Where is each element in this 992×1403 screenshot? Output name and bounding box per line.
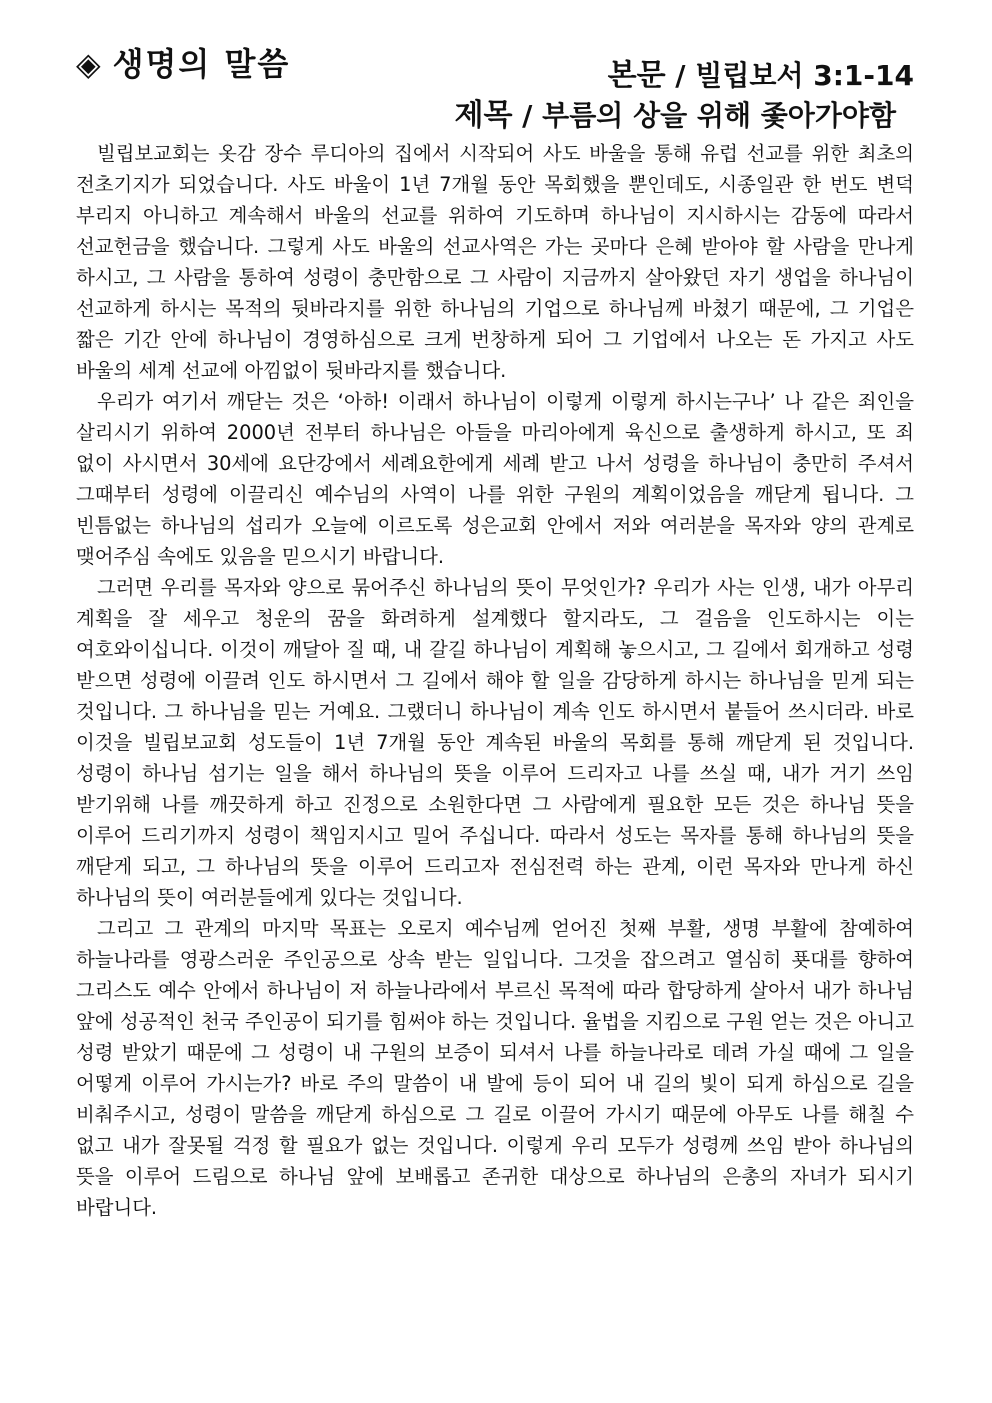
subject-value: 부름의 상을 위해 좇아가야함 bbox=[542, 99, 896, 132]
scripture-separator: / bbox=[665, 59, 696, 92]
sermon-body bbox=[76, 138, 914, 1223]
subject-line bbox=[454, 96, 896, 136]
scripture-reference: 빌립보서 3:1-14 bbox=[695, 59, 914, 92]
paragraph: 빌립보교회는 옷감 장수 루디아의 집에서 시작되어 사도 바울을 통해 유럽 선교를 위한 최초의 전초기지가 되었습니다. 사도 바울이 1년 7개월 동안 목회했을 뿐인데도, 시종일관 한 번도 변덕 부리지 아니하고 계속해서 바울의 선교를 위하여 기도하며 하나님이 지시하시는 감동에 따라서 선교헌금을 했습니다. 그렇게 사도 바울의 선교사역은 가는 곳마다 은혜 받아야 할 사람을 만나게 하시고, 그 사람을 통하여 성령이 충만함으로 그 사람이 지금까지 살아왔던 자기 생업을 하나님이 선교하게 하시는 목적의 뒷바라지를 위한 하나님의 기업으로 하나님께 바쳤기 때문에, 그 기업은 짧은 기간 안에 하나님이 경영하심으로 크게 번창하게 되어 그 기업에서 나오는 돈 가지고 사도 바울의 세계 선교에 아낌없이 뒷바라지를 했습니다. bbox=[76, 142, 914, 382]
sermon-info bbox=[454, 56, 914, 136]
page-title bbox=[76, 42, 290, 86]
paragraph: 그리고 그 관계의 마지막 목표는 오로지 예수님께 얻어진 첫째 부활, 생명 부활에 참예하여 하늘나라를 영광스러운 주인공으로 상속 받는 일입니다. 그것을 잡으려고 열심히 푯대를 향하여 그리스도 예수 안에서 하나님이 저 하늘나라에서 부르신 목적에 따라 합당하게 살아서 내가 하나님 앞에 성공적인 천국 주인공이 되기를 힘써야 하는 것입니다. 율법을 지킴으로 구원 얻는 것은 아니고 성령 받았기 때문에 그 성령이 내 구원의 보증이 되셔서 나를 하늘나라로 데려 가실 때에 그 일을 어떻게 이루어 가시는가? 바로 주의 말씀이 내 발에 등이 되어 내 길의 빛이 되게 하심으로 길을 비춰주시고, 성령이 말씀을 깨닫게 하심으로 그 길로 이끌어 가시기 때문에 아무도 나를 해칠 수 없고 내가 잘못될 걱정 할 필요가 없는 것입니다. 이렇게 우리 모두가 성령께 쓰임 받아 하나님의 뜻을 이루어 드림으로 하나님 앞에 보배롭고 존귀한 대상으로 하나님의 은총의 자녀가 되시기 바랍니다. bbox=[76, 917, 914, 1219]
diamond-icon: ◈ bbox=[76, 45, 103, 83]
scripture-label: 본문 bbox=[607, 58, 666, 93]
subject-label: 제목 bbox=[454, 98, 513, 133]
paragraph: 우리가 여기서 깨닫는 것은 ‘아하! 이래서 하나님이 이렇게 이렇게 하시는구나’ 나 같은 죄인을 살리시기 위하여 2000년 전부터 하나님은 아들을 마리아에게 육신으로 출생하게 하시고, 또 죄 없이 사시면서 30세에 요단강에서 세례요한에게 세례 받고 나서 성령을 하나님이 충만히 주셔서 그때부터 성령에 이끌리신 예수님의 사역이 나를 위한 구원의 계획이었음을 깨닫게 됩니다. 그 빈틈없는 하나님의 섭리가 오늘에 이르도록 성은교회 안에서 저와 여러분을 목자와 양의 관계로 맺어주심 속에도 있음을 믿으시기 바랍니다. bbox=[76, 390, 914, 568]
paragraph: 그러면 우리를 목자와 양으로 묶어주신 하나님의 뜻이 무엇인가? 우리가 사는 인생, 내가 아무리 계획을 잘 세우고 청운의 꿈을 화려하게 설계했다 할지라도, 그 걸음을 인도하시는 이는 여호와이십니다. 이것이 깨달아 질 때, 내 갈길 하나님이 계획해 놓으시고, 그 길에서 회개하고 성령 받으면 성령에 이끌려 인도 하시면서 그 길에서 해야 할 일을 감당하게 하시는 하나님을 믿게 되는 것입니다. 그 하나님을 믿는 거예요. 그랬더니 하나님이 계속 인도 하시면서 붙들어 쓰시더라. 바로 이것을 빌립보교회 성도들이 1년 7개월 동안 계속된 바울의 목회를 통해 깨닫게 된 것입니다. 성령이 하나님 섬기는 일을 해서 하나님의 뜻을 이루어 드리자고 나를 쓰실 때, 내가 거기 쓰임 받기위해 나를 깨끗하게 하고 진정으로 소원한다면 그 사람에게 필요한 모든 것은 하나님 뜻을 이루어 드리기까지 성령이 책임지시고 밀어 주십니다. 따라서 성도는 목자를 통해 하나님의 뜻을 깨닫게 되고, 그 하나님의 뜻을 이루어 드리고자 전심전력 하는 관계, 이런 목자와 만나게 하신 하나님의 뜻이 여러분들에게 있다는 것입니다. bbox=[76, 576, 914, 909]
title-text: 생명의 말씀 bbox=[112, 45, 291, 83]
scripture-line bbox=[454, 56, 914, 96]
subject-separator: / bbox=[512, 99, 543, 132]
